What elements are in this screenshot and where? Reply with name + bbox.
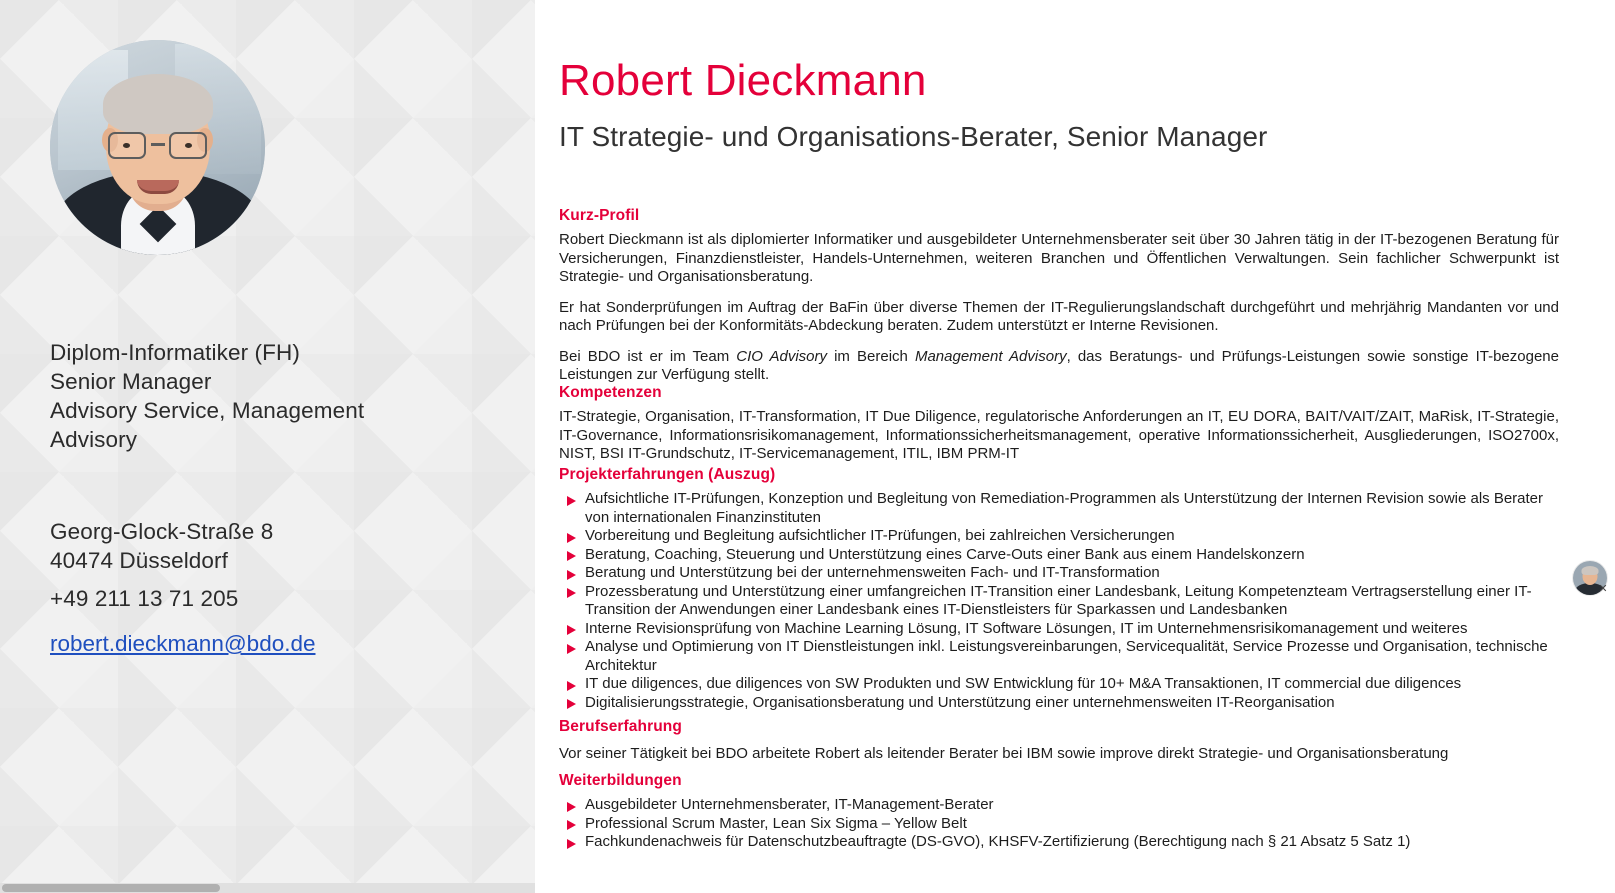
berufserfahrung-heading: Berufserfahrung xyxy=(559,718,682,735)
page-subtitle: IT Strategie- und Organisations-Berater, Senior Manager xyxy=(559,121,1268,152)
kompetenzen-heading: Kompetenzen xyxy=(559,384,662,401)
phone-text: +49 211 13 71 205 xyxy=(50,586,239,611)
level-text: Senior Manager xyxy=(50,369,212,394)
list-item: Fachkundenachweis für Datenschutzbeauftragte (DS-GVO), KHSFV-Zertifizierung (Berechtigung nach § 21 Absatz 5 Satz 1) xyxy=(559,833,1559,852)
weiterbildungen-heading: Weiterbildungen xyxy=(559,772,682,789)
list-item: Beratung und Unterstützung bei der unternehmensweiten Fach- und IT-Transformation xyxy=(559,564,1559,583)
kurzprofil-paragraph-2: Er hat Sonderprüfungen im Auftrag der BaFin über diverse Themen der IT-Regulierungslandschaft durchgeführt und mehrjährig Mandanten vor und nach Prüfungen bei der Konformitäts-Abdeckung beraten. Zudem unterstützt er Interne Revisionen. xyxy=(559,298,1559,334)
list-item: Prozessberatung und Unterstützung einer umfangreichen IT-Transition einer Landesbank, Leitung Kompetenzteam Vertragserstellung einer IT-Transition der Anwendungen einer Landesbank eines IT-Dienstleisters für Sparkassen und Landesbanken xyxy=(559,583,1559,620)
projekterfahrungen-heading: Projekterfahrungen (Auszug) xyxy=(559,466,776,483)
street-text: Georg-Glock-Straße 8 xyxy=(50,519,274,544)
list-item: Ausgebildeter Unternehmensberater, IT-Management-Berater xyxy=(559,796,1559,815)
department-text: Advisory Service, Management Advisory xyxy=(50,398,365,452)
qualification-text: Diplom-Informatiker (FH) xyxy=(50,340,300,365)
bdo-part3: , das Beratungs- und Prüfungs-Leistungen sowie sonstige IT-bezogene Leistungen zur Verfügung stellt. xyxy=(559,347,1559,383)
weiterbildungen-list xyxy=(559,796,1559,852)
city-text: 40474 Düsseldorf xyxy=(50,548,228,573)
berufserfahrung-section xyxy=(559,718,1559,764)
kompetenzen-text: IT-Strategie, Organisation, IT-Transformation, IT Due Diligence, regulatorische Anforderungen an IT, EU DORA, BAIT/VAIT/ZAIT, MaRisk, IT-Strategie, IT-Governance, Informationsrisikomanagement, Informationssicherheitsmanagement, operative Informationssicherheit, Ausgliederungen, ISO2700x, NIST, BSI IT-Grundschutz, IT-Servicemanagement, ITIL, IBM PRM-IT xyxy=(559,408,1559,462)
profile-photo xyxy=(50,40,265,255)
weiterbildungen-section xyxy=(559,772,1559,852)
list-item: Beratung, Coaching, Steuerung und Unterstützung eines Carve-Outs einer Bank aus einem Handelskonzern xyxy=(559,546,1559,565)
list-item: Vorbereitung und Begleitung aufsichtlicher IT-Prüfungen, bei zahlreichen Versicherungen xyxy=(559,527,1559,546)
page-title: Robert Dieckmann xyxy=(559,56,927,105)
list-item: IT due diligences, due diligences von SW Produkten und SW Entwicklung für 10+ M&A Transaktionen, IT commercial due diligences xyxy=(559,675,1559,694)
list-item: Digitalisierungsstrategie, Organisationsberatung und Unterstützung einer unternehmensweiten IT-Reorganisation xyxy=(559,694,1559,713)
bdo-area-name: Management Advisory xyxy=(914,347,1067,365)
kurzprofil-section xyxy=(559,207,1559,394)
list-item: Analyse und Optimierung von IT Dienstleistungen inkl. Leistungsvereinbarungen, Servicequalität, Service Prozesse und Organisation, technische Architektur xyxy=(559,638,1559,675)
list-item: Aufsichtliche IT-Prüfungen, Konzeption und Begleitung von Remediation-Programmen als Unterstützung der Internen Revision sowie als Berater von internationalen Finanzinstituten xyxy=(559,490,1559,527)
kompetenzen-section xyxy=(559,384,1559,464)
projekterfahrungen-section xyxy=(559,466,1559,712)
bdo-team-name: CIO Advisory xyxy=(736,347,828,365)
list-item: Professional Scrum Master, Lean Six Sigma – Yellow Belt xyxy=(559,815,1559,834)
kurzprofil-heading: Kurz-Profil xyxy=(559,207,640,224)
projekterfahrungen-list xyxy=(559,490,1559,712)
bdo-part1: Bei BDO ist er im Team xyxy=(559,347,737,365)
berufserfahrung-text: Vor seiner Tätigkeit bei BDO arbeitete Robert als leitender Berater bei IBM sowie improve direkt Strategie- und Organisationsberatung xyxy=(559,745,1449,762)
presenter-mute-icon: ✕ xyxy=(1598,583,1608,595)
bdo-part2: im Bereich xyxy=(827,347,915,365)
list-item: Interne Revisionsprüfung von Machine Learning Lösung, IT Software Lösungen, IT im Unternehmensrisikomanagement und weiteres xyxy=(559,620,1559,639)
contact-block xyxy=(50,517,450,613)
main-content xyxy=(535,0,1615,893)
kurzprofil-paragraph-1: Robert Dieckmann ist als diplomierter Informatiker und ausgebildeter Unternehmensberater seit über 30 Jahren tätig in der IT-bezogenen Beratung für Versicherungen, Finanzdienstleister, Handels-Unternehmen, weiteren Branchen und Öffentlichen Verwaltungen. Sein fachlicher Schwerpunkt ist Strategie- und Organisationsberatung. xyxy=(559,231,1559,285)
credentials-block xyxy=(50,338,450,454)
email-link[interactable]: robert.dieckmann@bdo.de xyxy=(50,631,316,656)
horizontal-scrollbar[interactable] xyxy=(0,883,535,893)
scrollbar-thumb[interactable] xyxy=(2,884,220,892)
left-info-panel xyxy=(0,0,535,893)
kurzprofil-bdo-line xyxy=(559,348,1559,385)
